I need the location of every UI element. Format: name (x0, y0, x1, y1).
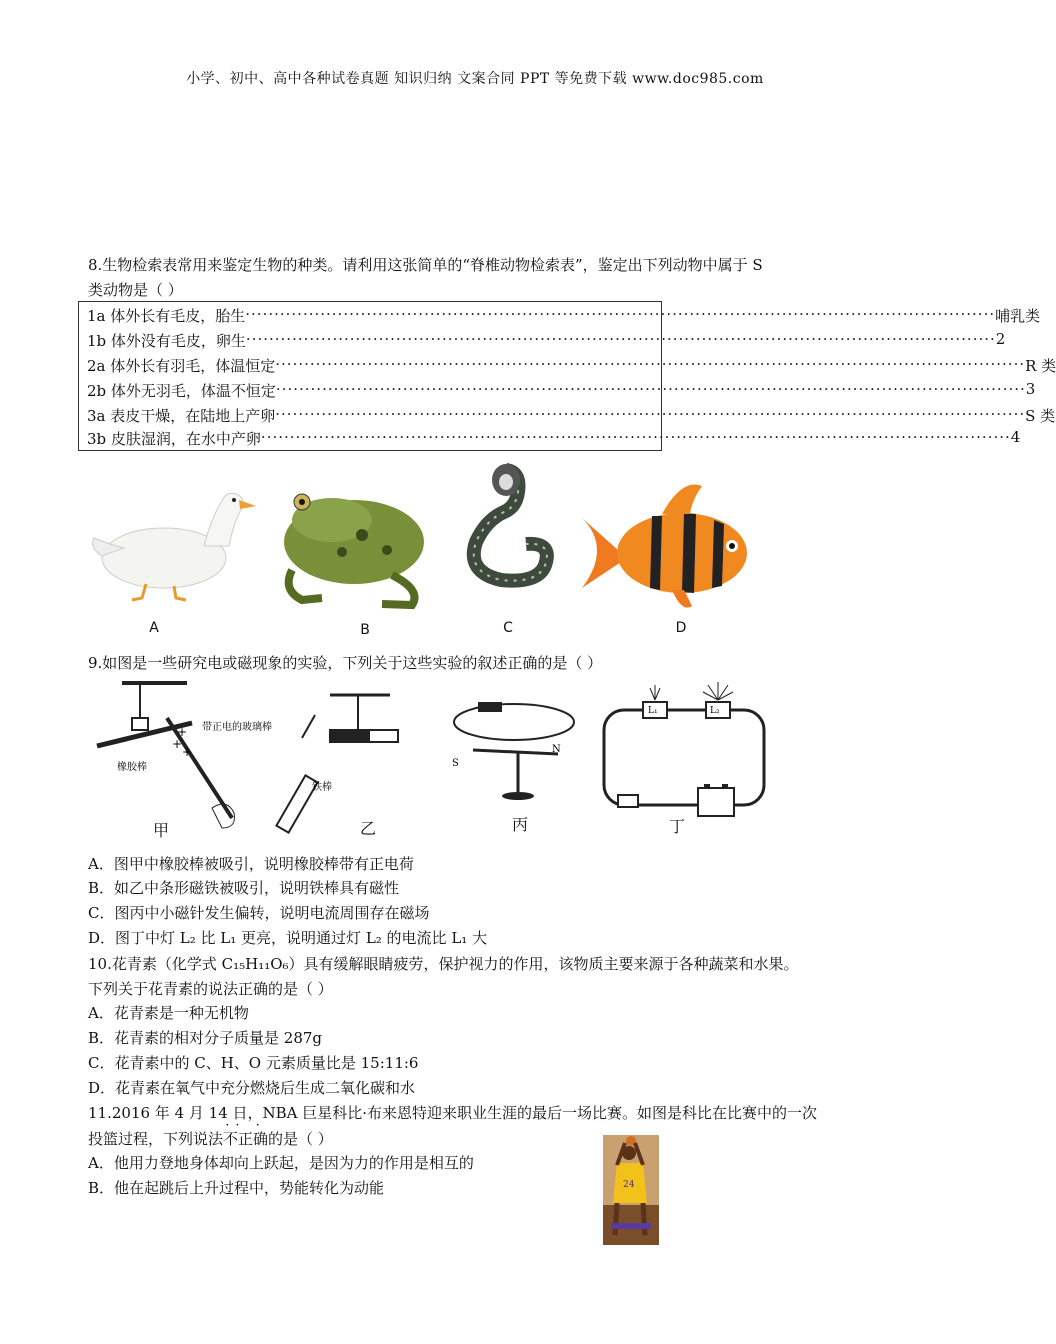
q9-stem: 9.如图是一些研究电或磁现象的实验，下列关于这些实验的叙述正确的是（ ） (88, 654, 603, 672)
animal-label-c: C (503, 620, 513, 636)
jersey-number: 24 (623, 1180, 635, 1190)
q11-option-a: A．他用力登地身体却向上跃起，是因为力的作用是相互的 (88, 1154, 474, 1172)
iron-rod-label: 铁棒 (312, 782, 332, 793)
q9-option-a: A．图甲中橡胶棒被吸引，说明橡胶棒带有正电荷 (88, 855, 414, 873)
key-row: 3b 皮肤湿润，在水中产卵 ····· 4 (87, 428, 649, 449)
key-row: 1a 体外长有毛皮，胎生 ····· 哺乳类 (87, 305, 649, 326)
q10-option-c: C．花青素中的 C、H、O 元素质量比是 15:11:6 (88, 1054, 419, 1072)
glass-rod-label: 带正电的玻璃棒 (202, 722, 272, 733)
duck-image (84, 476, 264, 606)
svg-text:+: + (172, 737, 183, 751)
q8-stem-line1: 8.生物检索表常用来鉴定生物的种类。请利用这张简单的“脊椎动物检索表”，鉴定出下列动物中属于 S (88, 256, 763, 274)
q9-option-b: B．如乙中条形磁铁被吸引，说明铁棒具有磁性 (88, 879, 400, 897)
svg-text:L₂: L₂ (710, 706, 720, 716)
snake-image (446, 462, 566, 612)
fish-image (572, 478, 757, 613)
animal-label-b: B (360, 622, 370, 638)
svg-text:+: + (182, 745, 193, 759)
q10-option-a: A．花青素是一种无机物 (88, 1004, 249, 1022)
q9-option-c: C．图丙中小磁针发生偏转，说明电流周围存在磁场 (88, 904, 430, 922)
key-row: 1b 体外没有毛皮，卵生 ····· 2 (87, 330, 649, 351)
figure-label-yi: 乙 (359, 819, 376, 838)
frog-image (272, 480, 437, 610)
q10-stem-line1: 10.花青素（化学式 C₁₅H₁₁O₆）具有缓解眼睛疲劳，保护视力的作用，该物质主要来源于各种蔬菜和水果。 (88, 955, 799, 973)
kobe-photo (603, 1135, 659, 1245)
rubber-rod-label: 橡胶棒 (117, 762, 147, 773)
animal-label-a: A (149, 620, 159, 636)
page-header: 小学、初中、高中各种试卷真题 知识归纳 文案合同 PPT 等免费下载 www.doc985.com (186, 71, 764, 87)
figure-ding (598, 680, 770, 820)
svg-text:+: + (177, 725, 188, 739)
q11-stem-line1: 11.2016 年 4 月 14 日，NBA 巨星科比·布来恩特迎来职业生涯的最后一场比赛。如图是科比在比赛中的一次 (88, 1104, 818, 1122)
key-row: 2a 体外长有羽毛，体温恒定 ····· R 类 (87, 355, 649, 376)
vertebrate-key-table (78, 301, 1056, 451)
key-row: 2b 体外无羽毛，体温不恒定 ····· 3 (87, 380, 649, 401)
emphasis-not-correct: 不正确 ·· · (223, 1118, 269, 1148)
figure-label-bing: 丙 (511, 815, 528, 834)
q11-option-b: B．他在起跳后上升过程中，势能转化为动能 (88, 1179, 385, 1197)
q11-stem-line2: 投篮过程，下列说法不正确 ·· · 的是（ ） (88, 1118, 333, 1148)
svg-text:N: N (552, 744, 561, 755)
figure-yi (280, 690, 410, 830)
figure-bing (448, 692, 583, 812)
q8-stem-line2: 类动物是（ ） (88, 281, 183, 299)
figure-label-jia: 甲 (152, 821, 169, 840)
q9-option-d: D．图丁中灯 L₂ 比 L₁ 更亮，说明通过灯 L₂ 的电流比 L₁ 大 (88, 929, 488, 947)
animal-label-d: D (675, 620, 687, 636)
svg-text:L₁: L₁ (648, 706, 658, 716)
q10-option-d: D．花青素在氧气中充分燃烧后生成二氧化碳和水 (88, 1079, 416, 1097)
figure-jia (92, 678, 272, 838)
key-row: 3a 表皮干燥，在陆地上产卵 ····· S 类 (87, 405, 649, 426)
svg-text:S: S (452, 758, 459, 769)
figure-label-ding: 丁 (668, 817, 685, 836)
q10-option-b: B．花青素的相对分子质量是 287g (88, 1029, 323, 1047)
q10-stem-line2: 下列关于花青素的说法正确的是（ ） (88, 980, 333, 998)
